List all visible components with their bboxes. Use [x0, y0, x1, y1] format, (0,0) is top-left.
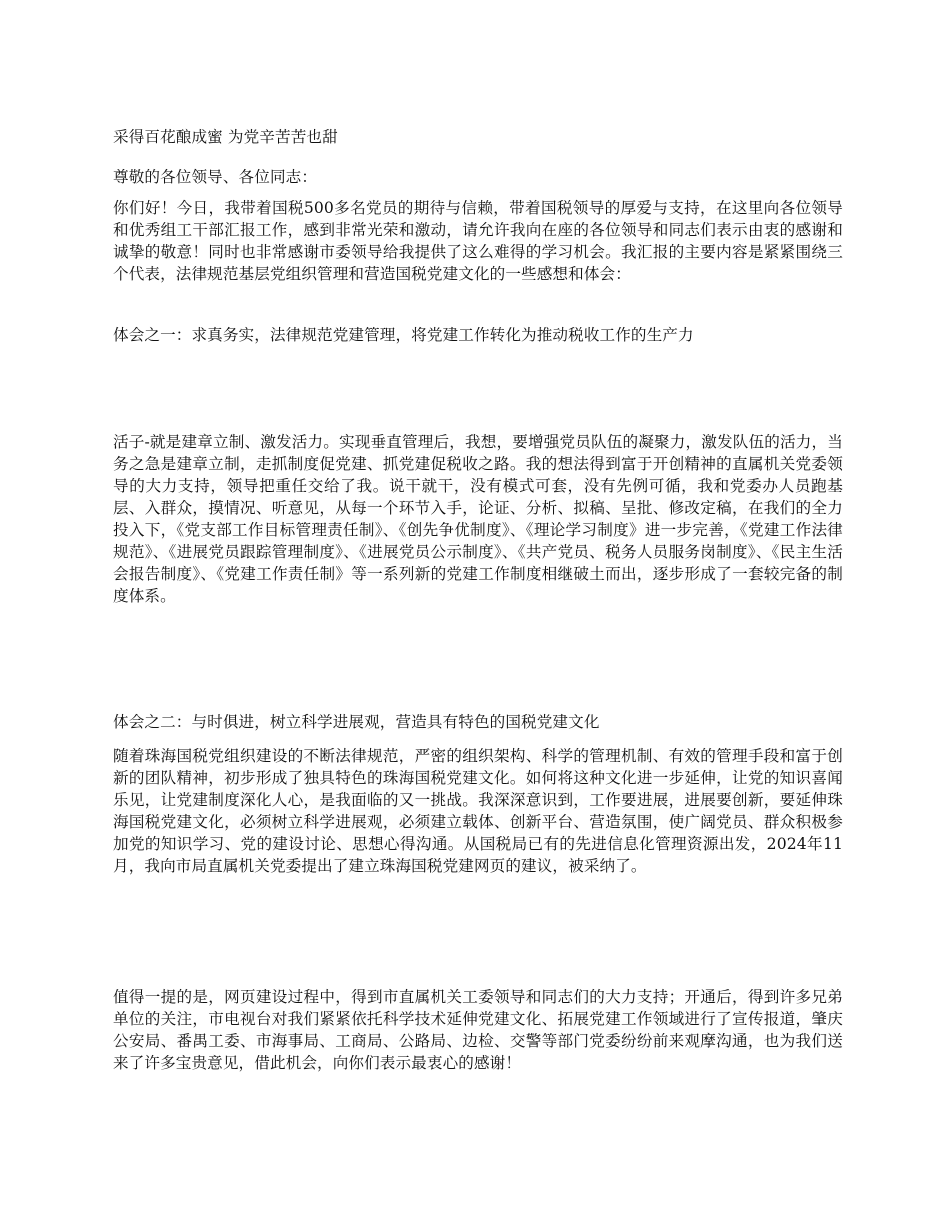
paragraph-thanks: 值得一提的是，网页建设过程中，得到市直属机关工委领导和同志们的大力支持；开通后，得到许多兄弟单位的关注，市电视台对我们紧紧依托科学技术延伸党建文化、拓展党建工作领域进行了宣传报道，肇庆公安局、番禺工委、市海事局、工商局、公路局、边检、交警等部门党委纷纷前来观摩沟通，也为我们送来了许多宝贵意见，借此机会，向你们表示最衷心的感谢！ [113, 988, 843, 1072]
greeting: 尊敬的各位领导、各位同志： [113, 168, 318, 186]
section-heading-2: 体会之二：与时俱进，树立科学进展观，营造具有特色的国税党建文化 [113, 713, 600, 731]
section-heading-1: 体会之一：求真务实，法律规范党建管理，将党建工作转化为推动税收工作的生产力 [113, 326, 694, 344]
paragraph-rules-system: 活子-就是建章立制、激发活力。实现垂直管理后，我想，要增强党员队伍的凝聚力，激发队伍的活力，当务之急是建章立制，走抓制度促党建、抓党建促税收之路。我的想法得到富于开创精神的直属机关党委领导的大力支持，领导把重任交给了我。说干就干，没有模式可套，没有先例可循，我和党委办人员跑基层、入群众，摸情况、听意见，从每一个环节入手，论证、分析、拟稿、呈批、修改定稿，在我们的全力投入下，《党支部工作目标管理责任制》、《创先争优制度》、《理论学习制度》进一步完善，《党建工作法律规范》、《进展党员跟踪管理制度》、《进展党员公示制度》、《共产党员、税务人员服务岗制度》、《民主生活会报告制度》、《党建工作责任制》等一系列新的党建工作制度相继破土而出，逐步形成了一套较完备的制度体系。 [113, 433, 843, 605]
document-title: 采得百花酿成蜜 为党辛苦苦也甜 [113, 128, 338, 146]
paragraph-opening: 你们好！今日，我带着国税500多名党员的期待与信赖，带着国税领导的厚爱与支持，在这里向各位领导和优秀组工干部汇报工作，感到非常光荣和激动，请允许我向在座的各位领导和同志们表示由衷的感谢和诚挚的敬意！同时也非常感谢市委领导给我提供了这么难得的学习机会。我汇报的主要内容是紧紧围绕三个代表，法律规范基层党组织管理和营造国税党建文化的一些感想和体会： [113, 199, 843, 283]
paragraph-party-culture: 随着珠海国税党组织建设的不断法律规范，严密的组织架构、科学的管理机制、有效的管理手段和富于创新的团队精神，初步形成了独具特色的珠海国税党建文化。如何将这种文化进一步延伸，让党的知识喜闻乐见，让党建制度深化人心，是我面临的又一挑战。我深深意识到，工作要进展，进展要创新，要延伸珠海国税党建文化，必须树立科学进展观，必须建立载体、创新平台、营造氛围，使广阔党员、群众积极参加党的知识学习、党的建设讨论、思想心得沟通。从国税局已有的先进信息化管理资源出发，2024年11月，我向市局直属机关党委提出了建立珠海国税党建网页的建议，被采纳了。 [113, 747, 843, 875]
